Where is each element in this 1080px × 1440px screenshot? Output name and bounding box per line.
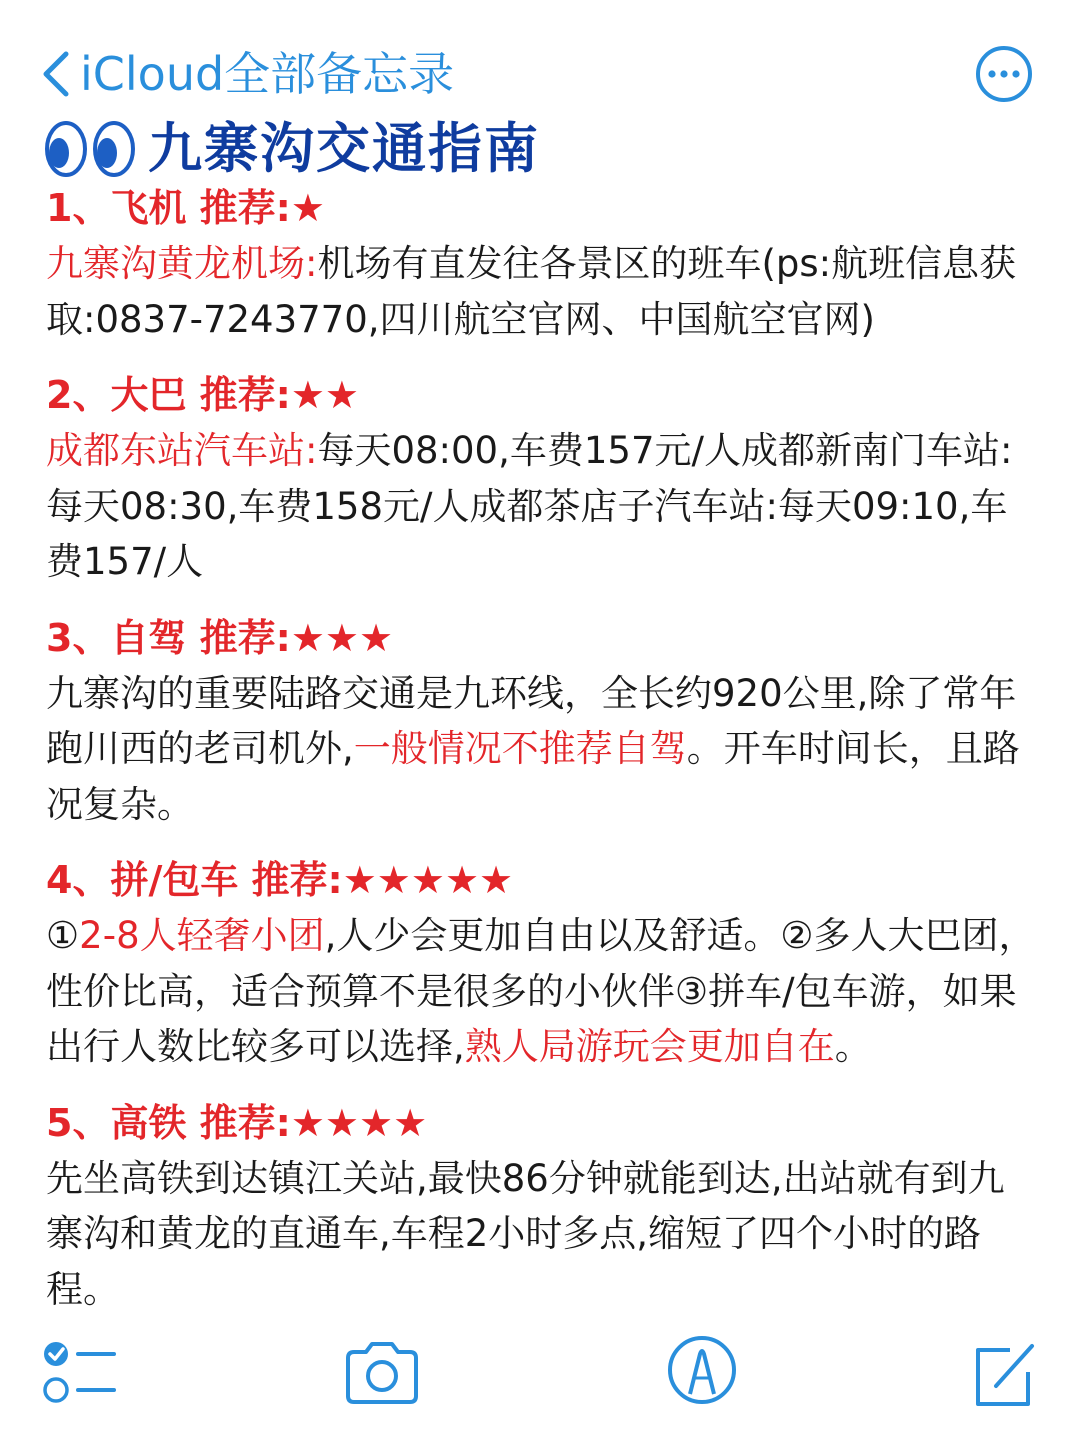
body-text: 机场有直发往各景区的班车(ps:航班信息获取:0837-7243770,四川航空官网、中国航空官网) [46, 242, 1017, 341]
checklist-button[interactable] [40, 1338, 120, 1406]
highlight-text: 成都东站汽车站: [46, 429, 318, 472]
section-heading: 1、飞机 推荐:★ [46, 186, 325, 230]
markup-pen-icon [666, 1334, 738, 1406]
more-button[interactable] [974, 44, 1034, 104]
body-text: 九寨沟的重要陆路交通是九环线，全长约920公里,除了常年跑川西的老司机外, [46, 671, 1017, 770]
section-paragraph [46, 1151, 1036, 1318]
body-text: 。 [834, 1025, 872, 1068]
back-button[interactable] [38, 44, 454, 104]
camera-icon [342, 1340, 422, 1406]
highlight-text: 2-8人轻奢小团 [79, 914, 325, 957]
eye-icon [44, 120, 88, 178]
body-text: 。开车时间长，且路况复杂。 [46, 727, 1020, 826]
back-label: iCloud全部备忘录 [80, 47, 455, 101]
note-title-row [44, 114, 540, 184]
section-heading: 3、自驾 推荐:★★★ [46, 615, 394, 660]
body-text: 每天08:00,车费157元/人成都新南门车站:每天08:30,车费158元/人成都茶店子汽车站:每天09:10,车费157/人 [46, 429, 1013, 583]
section-heading: 2、大巴 推荐:★★ [46, 373, 359, 417]
body-text: ① [46, 914, 80, 957]
section-paragraph [46, 666, 1036, 833]
camera-button[interactable] [342, 1340, 422, 1406]
eye-icon [92, 120, 136, 178]
note-title: 九寨沟交通指南 [148, 117, 540, 180]
section-paragraph [46, 236, 1036, 347]
markup-button[interactable] [666, 1334, 738, 1406]
body-text: ,人少会更加自由以及舒适。②多人大巴团，性价比高，适合预算不是很多的小伙伴③拼车/包车游，如果出行人数比较多可以选择, [46, 914, 1036, 1068]
section-paragraph [46, 423, 1036, 590]
navigation-bar [0, 0, 1080, 110]
bottom-toolbar [0, 1330, 1080, 1440]
highlight-text: 九寨沟黄龙机场: [46, 242, 318, 285]
body-text: 先坐高铁到达镇江关站,最快86分钟就能到达,出站就有到九寨沟和黄龙的直通车,车程2小时多点,缩短了四个小时的路程。 [46, 1156, 1005, 1311]
checklist-icon [40, 1338, 120, 1406]
compose-icon [970, 1338, 1038, 1408]
chevron-left-icon [38, 48, 72, 100]
highlight-text: 熟人局游玩会更加自在 [464, 1025, 835, 1068]
eyes-emoji [44, 120, 140, 178]
section-heading: 5、高铁 推荐:★★★★ [46, 1100, 428, 1145]
compose-button[interactable] [970, 1338, 1038, 1408]
ellipsis-circle-icon [974, 44, 1034, 104]
highlight-text: 一般情况不推荐自驾 [353, 727, 687, 770]
section-paragraph [46, 908, 1036, 1075]
note-body[interactable] [46, 180, 1036, 1317]
section-heading: 4、拼/包车 推荐:★★★★★ [46, 858, 514, 902]
